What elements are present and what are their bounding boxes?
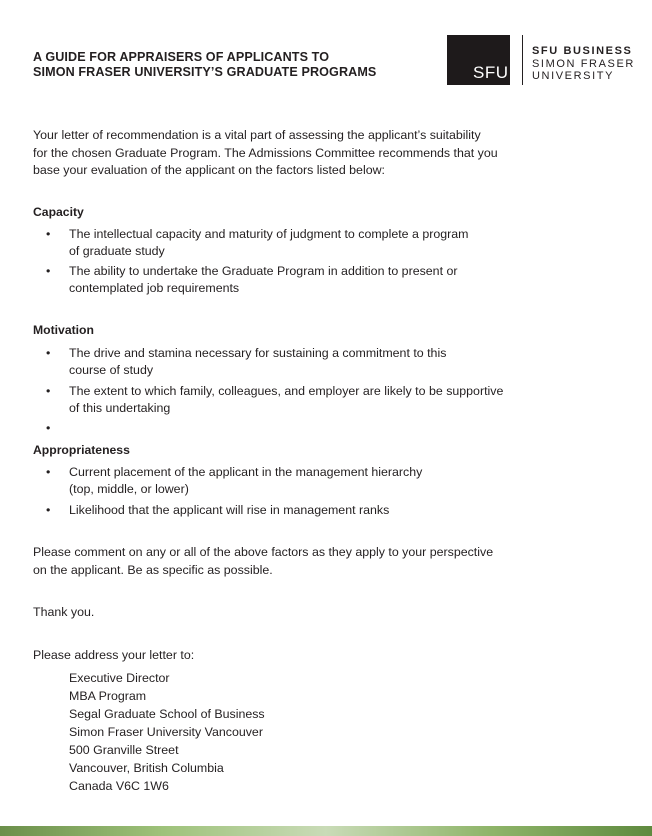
thanks-text: Thank you. bbox=[33, 605, 95, 619]
address-line: Segal Graduate School of Business bbox=[69, 707, 265, 721]
logo-divider bbox=[522, 35, 523, 85]
sfu-logo-box bbox=[447, 35, 510, 85]
bullet-marker: • bbox=[46, 346, 51, 360]
title-line-2: SIMON FRASER UNIVERSITY’S GRADUATE PROGRAMS bbox=[33, 65, 377, 79]
intro-paragraph bbox=[33, 127, 498, 180]
address-line: Simon Fraser University Vancouver bbox=[69, 725, 263, 739]
bullet-marker: • bbox=[46, 384, 51, 398]
bullet-marker: • bbox=[46, 503, 51, 517]
bullet-marker: • bbox=[46, 264, 51, 278]
list-item-text: contemplated job requirements bbox=[69, 280, 240, 295]
logo-line-3: UNIVERSITY bbox=[532, 70, 615, 82]
logo-line-2: SIMON FRASER bbox=[532, 57, 635, 70]
list-item-text: The extent to which family, colleagues, and employer are likely to be supportive bbox=[69, 384, 504, 398]
mailing-address bbox=[69, 669, 265, 795]
address-line: 500 Granville Street bbox=[69, 743, 179, 757]
address-line: Vancouver, British Columbia bbox=[69, 761, 224, 775]
bullet-marker: • bbox=[46, 227, 51, 241]
sfu-business-logo bbox=[447, 35, 647, 87]
logo-wordmark bbox=[532, 45, 635, 83]
list-item-text: The drive and stamina necessary for sustaining a commitment to this bbox=[69, 346, 447, 360]
sfu-logo-box-text: SFU bbox=[473, 63, 509, 82]
list-item-text: The intellectual capacity and maturity of judgment to complete a program bbox=[69, 227, 469, 241]
list-item-text: The ability to undertake the Graduate Program in addition to present or bbox=[69, 264, 458, 278]
logo-line-1: SFU BUSINESS bbox=[532, 45, 633, 57]
comment-paragraph bbox=[33, 544, 493, 579]
bullet-marker: • bbox=[46, 465, 51, 479]
comment-line: on the applicant. Be as specific as possible. bbox=[33, 562, 273, 577]
list-item-text: course of study bbox=[69, 362, 154, 377]
address-line: Executive Director bbox=[69, 671, 170, 685]
list-item-text: (top, middle, or lower) bbox=[69, 481, 189, 496]
footer-photo-strip bbox=[0, 826, 652, 836]
title-line-1: A GUIDE FOR APPRAISERS OF APPLICANTS TO bbox=[33, 50, 330, 64]
section-heading-appropriateness: Appropriateness bbox=[33, 443, 130, 457]
intro-line: base your evaluation of the applicant on the factors listed below: bbox=[33, 163, 385, 177]
intro-line: Your letter of recommendation is a vital part of assessing the applicant’s suitability bbox=[33, 128, 481, 142]
address-line: MBA Program bbox=[69, 689, 147, 703]
address-intro: Please address your letter to: bbox=[33, 648, 195, 662]
list-item-text: of graduate study bbox=[69, 243, 165, 258]
list-item-text: Current placement of the applicant in the management hierarchy bbox=[69, 465, 423, 479]
list-item-text: Likelihood that the applicant will rise in management ranks bbox=[69, 503, 390, 517]
comment-line: Please comment on any or all of the above factors as they apply to your perspective bbox=[33, 545, 494, 559]
intro-line: for the chosen Graduate Program. The Admissions Committee recommends that you bbox=[33, 145, 498, 160]
address-line: Canada V6C 1W6 bbox=[69, 779, 169, 793]
section-heading-motivation: Motivation bbox=[33, 323, 94, 337]
bullet-marker: • bbox=[46, 421, 51, 435]
list-item-text: of this undertaking bbox=[69, 400, 171, 415]
document-title bbox=[33, 50, 376, 80]
section-heading-capacity: Capacity bbox=[33, 205, 84, 219]
